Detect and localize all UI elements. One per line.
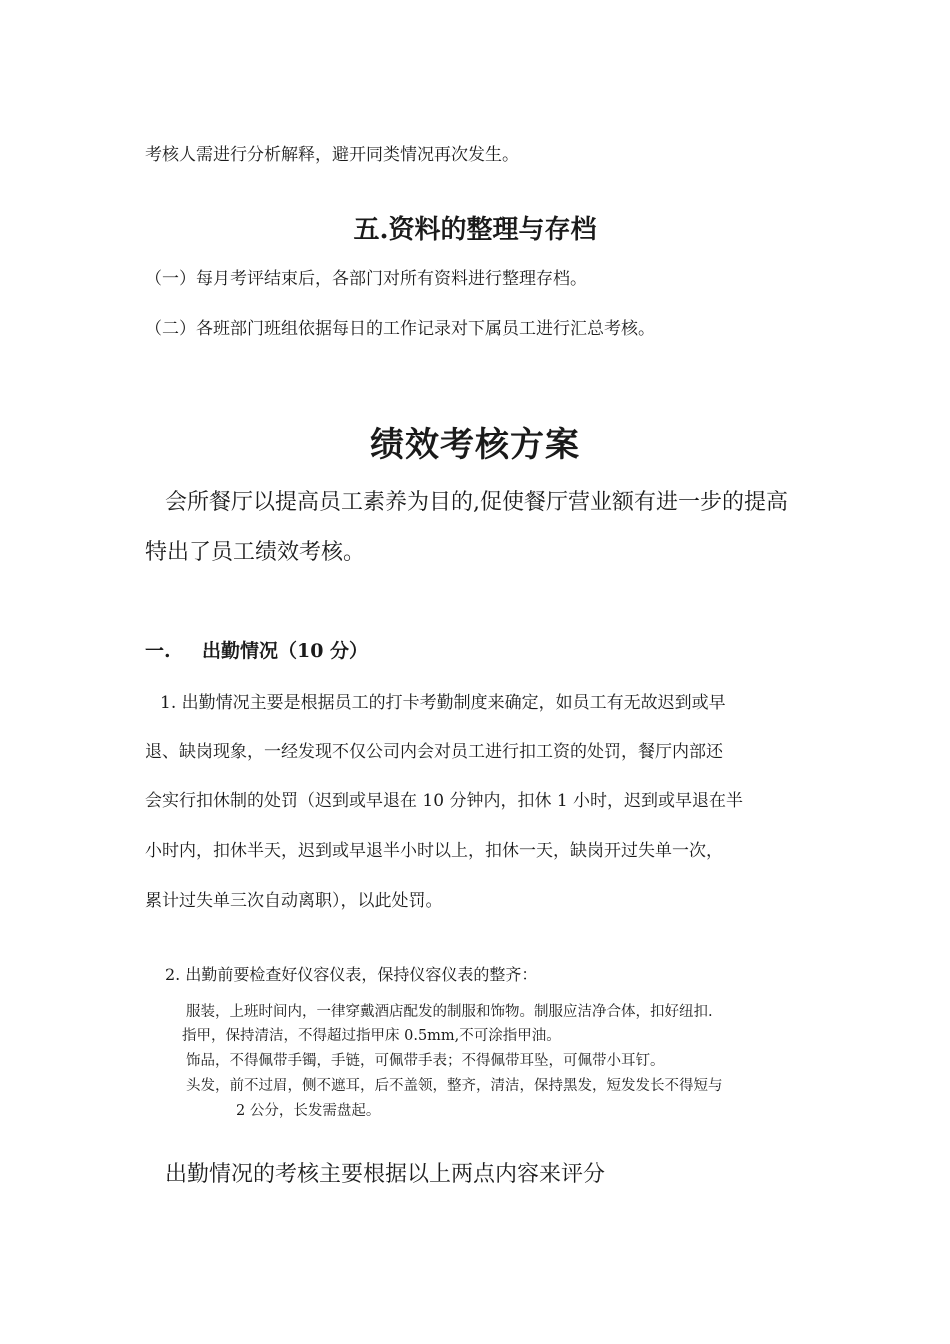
point-1-line-1: 1. 出勤情况主要是根据员工的打卡考勤制度来确定，如员工有无故迟到或早	[160, 693, 726, 713]
point-1-line-4: 小时内，扣休半天，迟到或早退半小时以上，扣休一天，缺岗开过失单一次，	[145, 841, 723, 861]
plan-title: 绩效考核方案	[370, 425, 580, 465]
grooming-hair-cont: 2 公分，长发需盘起。	[236, 1103, 381, 1119]
section-5-item-1: （一）每月考评结束后，各部门对所有资料进行整理存档。	[145, 269, 587, 289]
grooming-accessories: 饰品，不得佩带手镯，手链，可佩带手表；不得佩带耳坠，可佩带小耳钉。	[186, 1053, 665, 1069]
attendance-summary: 出勤情况的考核主要根据以上两点内容来评分	[165, 1162, 606, 1187]
grooming-nails: 指甲，保持清洁，不得超过指甲床 0.5mm,不可涂指甲油。	[182, 1028, 561, 1044]
grooming-hair: 头发，前不过眉，侧不遮耳，后不盖领，整齐，清洁，保持黑发，短发发长不得短与	[186, 1078, 723, 1094]
point-1-line-2: 退、缺岗现象，一经发现不仅公司内会对员工进行扣工资的处罚，餐厅内部还	[145, 742, 723, 762]
point-1-line-3: 会实行扣休制的处罚（迟到或早退在 10 分钟内，扣休 1 小时，迟到或早退在半	[145, 791, 744, 811]
attendance-heading: 出勤情况（10 分）	[202, 640, 369, 662]
grooming-clothing: 服装，上班时间内，一律穿戴酒店配发的制服和饰物。制服应洁净合体，扣好纽扣.	[186, 1004, 713, 1020]
point-1-line-5: 累计过失单三次自动离职），以此处罚。	[145, 891, 443, 911]
point-2-title: 2. 出勤前要检查好仪容仪表，保持仪容仪表的整齐：	[165, 965, 538, 984]
section-5-title: 五.资料的整理与存档	[353, 215, 597, 245]
continuation-text: 考核人需进行分析解释，避开同类情况再次发生。	[145, 145, 519, 165]
section-5-item-2: （二）各班部门班组依据每日的工作记录对下属员工进行汇总考核。	[145, 319, 655, 339]
plan-intro-line-1: 会所餐厅以提高员工素养为目的,促使餐厅营业额有进一步的提高	[165, 490, 788, 515]
attendance-section-number: 一.	[145, 640, 171, 662]
plan-intro-line-2: 特出了员工绩效考核。	[145, 540, 366, 565]
